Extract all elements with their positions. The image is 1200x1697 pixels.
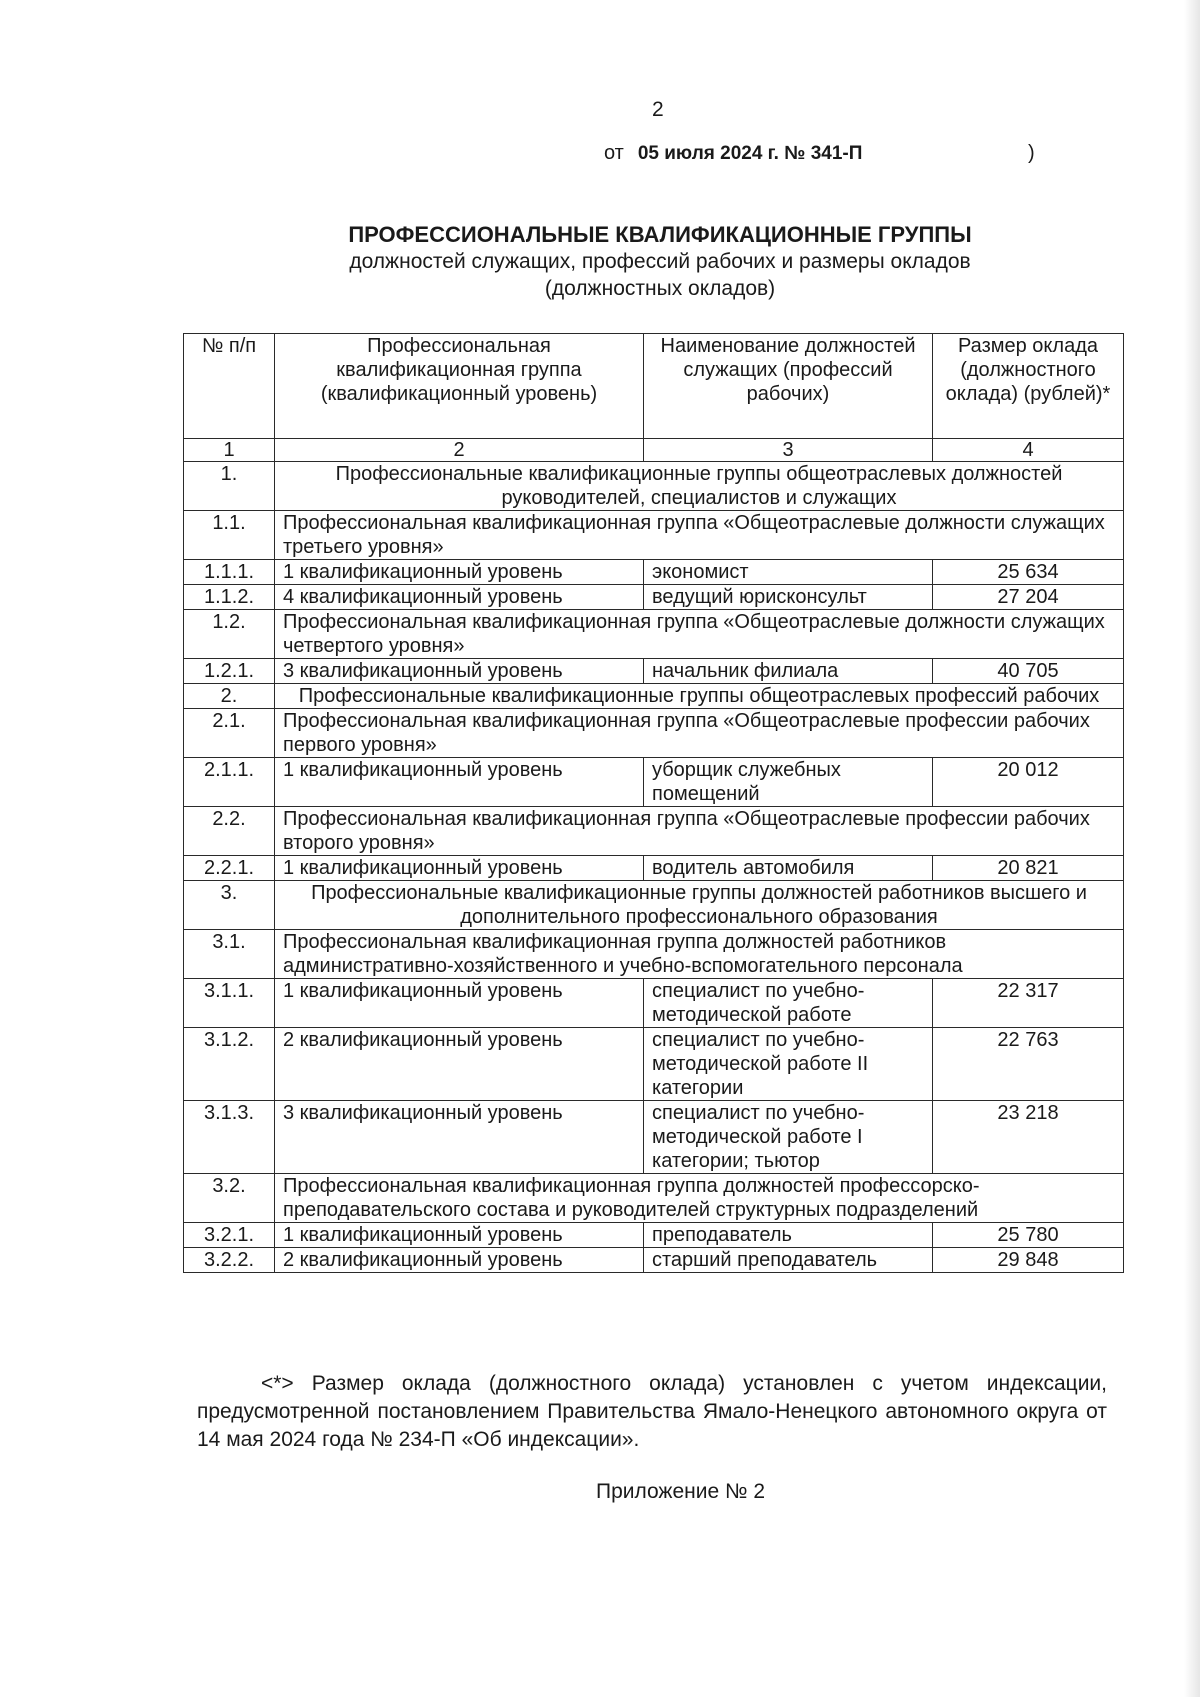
title-line-3: (должностных окладов) — [544, 277, 776, 300]
row-number: 3.2.2. — [184, 1248, 275, 1273]
section-title: Профессиональные квалификационные группы общеотраслевых профессий рабочих — [275, 684, 1124, 709]
group-title: Профессиональная квалификационная группа «Общеотраслевые профессии рабочих второго уровня» — [275, 807, 1124, 856]
qualification-level: 3 квалификационный уровень — [275, 659, 644, 684]
table-row — [184, 1223, 1124, 1248]
salary-value: 25 634 — [933, 560, 1124, 585]
qualification-level: 2 квалификационный уровень — [275, 1248, 644, 1273]
group-title: Профессиональная квалификационная группа должностей работников административно-хозяйственного и учебно-вспомогательного персонала — [275, 930, 1124, 979]
position-name: специалист по учебно-методической работе II категории — [644, 1028, 933, 1101]
position-name: уборщик служебных помещений — [644, 758, 933, 807]
section-row — [184, 881, 1124, 930]
qualification-level: 1 квалификационный уровень — [275, 758, 644, 807]
column-number: 3 — [644, 439, 933, 462]
title-main: ПРОФЕССИОНАЛЬНЫЕ КВАЛИФИКАЦИОННЫЕ ГРУППЫ — [348, 222, 972, 247]
group-row — [184, 709, 1124, 758]
salary-value: 25 780 — [933, 1223, 1124, 1248]
footnote — [197, 1370, 1107, 1454]
section-number: 2. — [184, 684, 275, 709]
group-title: Профессиональная квалификационная группа «Общеотраслевые профессии рабочих первого уровня» — [275, 709, 1124, 758]
row-number: 3.1.1. — [184, 979, 275, 1028]
header-number: № п/п — [184, 334, 275, 439]
row-number: 1.1.2. — [184, 585, 275, 610]
qualification-table — [183, 333, 1124, 1273]
position-name: специалист по учебно-методической работе I категории; тьютор — [644, 1101, 933, 1174]
position-name: водитель автомобиля — [644, 856, 933, 881]
title-line-2: должностей служащих, профессий рабочих и размеры окладов — [349, 250, 971, 273]
section-title: Профессиональные квалификационные группы должностей работников высшего и дополнительного профессионального образования — [275, 881, 1124, 930]
document-title — [180, 222, 1140, 302]
salary-value: 20 012 — [933, 758, 1124, 807]
header-group: Профессиональная квалификационная группа (квалификационный уровень) — [275, 334, 644, 439]
row-number: 2.2.1. — [184, 856, 275, 881]
row-number: 1.1.1. — [184, 560, 275, 585]
group-number: 2.1. — [184, 709, 275, 758]
group-number: 3.2. — [184, 1174, 275, 1223]
section-title: Профессиональные квалификационные группы общеотраслевых должностей руководителей, специалистов и служащих — [275, 462, 1124, 511]
position-name: начальник филиала — [644, 659, 933, 684]
page-edge-shadow — [1184, 0, 1200, 1697]
salary-value: 22 763 — [933, 1028, 1124, 1101]
group-number: 3.1. — [184, 930, 275, 979]
position-name: преподаватель — [644, 1223, 933, 1248]
reference-closing: ) — [1028, 142, 1035, 164]
table-header-row — [184, 334, 1124, 439]
table-row — [184, 758, 1124, 807]
table-row — [184, 1101, 1124, 1174]
group-title: Профессиональная квалификационная группа «Общеотраслевые должности служащих третьего уровня» — [275, 511, 1124, 560]
salary-value: 20 821 — [933, 856, 1124, 881]
column-number: 1 — [184, 439, 275, 462]
reference-number: 05 июля 2024 г. № 341-П — [637, 143, 863, 164]
table-row — [184, 1028, 1124, 1101]
salary-value: 22 317 — [933, 979, 1124, 1028]
qualification-level: 1 квалификационный уровень — [275, 979, 644, 1028]
row-number: 2.1.1. — [184, 758, 275, 807]
group-row — [184, 1174, 1124, 1223]
position-name: старший преподаватель — [644, 1248, 933, 1273]
document-reference — [604, 142, 1035, 165]
table-row — [184, 585, 1124, 610]
column-number: 2 — [275, 439, 644, 462]
qualification-level: 4 квалификационный уровень — [275, 585, 644, 610]
group-number: 2.2. — [184, 807, 275, 856]
section-number: 3. — [184, 881, 275, 930]
group-row — [184, 930, 1124, 979]
salary-value: 23 218 — [933, 1101, 1124, 1174]
column-number: 4 — [933, 439, 1124, 462]
header-salary: Размер оклада (должностного оклада) (рублей)* — [933, 334, 1124, 439]
table-row — [184, 856, 1124, 881]
group-number: 1.2. — [184, 610, 275, 659]
salary-value: 40 705 — [933, 659, 1124, 684]
table-body — [184, 462, 1124, 1273]
position-name: ведущий юрисконсульт — [644, 585, 933, 610]
group-title: Профессиональная квалификационная группа «Общеотраслевые должности служащих четвертого уровня» — [275, 610, 1124, 659]
footnote-text: <*> Размер оклада (должностного оклада) установлен с учетом индексации, предусмотренной постановлением Правительства Ямало-Ненецкого автономного округа от 14 мая 2024 года № 234-П «Об индексации». — [197, 1372, 1107, 1451]
qualification-level: 2 квалификационный уровень — [275, 1028, 644, 1101]
group-row — [184, 610, 1124, 659]
qualification-level: 1 квалификационный уровень — [275, 560, 644, 585]
table-row — [184, 659, 1124, 684]
position-name: специалист по учебно-методической работе — [644, 979, 933, 1028]
position-name: экономист — [644, 560, 933, 585]
page-number: 2 — [652, 98, 664, 121]
section-number: 1. — [184, 462, 275, 511]
qualification-level: 1 квалификационный уровень — [275, 856, 644, 881]
group-row — [184, 511, 1124, 560]
salary-value: 29 848 — [933, 1248, 1124, 1273]
row-number: 3.1.2. — [184, 1028, 275, 1101]
table-row — [184, 560, 1124, 585]
salary-value: 27 204 — [933, 585, 1124, 610]
header-position: Наименование должностей служащих (профессий рабочих) — [644, 334, 933, 439]
group-title: Профессиональная квалификационная группа должностей профессорско-преподавательского состава и руководителей структурных подразделений — [275, 1174, 1124, 1223]
qualification-level: 1 квалификационный уровень — [275, 1223, 644, 1248]
table-row — [184, 979, 1124, 1028]
row-number: 3.1.3. — [184, 1101, 275, 1174]
row-number: 1.2.1. — [184, 659, 275, 684]
group-number: 1.1. — [184, 511, 275, 560]
section-row — [184, 462, 1124, 511]
group-row — [184, 807, 1124, 856]
row-number: 3.2.1. — [184, 1223, 275, 1248]
qualification-level: 3 квалификационный уровень — [275, 1101, 644, 1174]
table-row — [184, 1248, 1124, 1273]
section-row — [184, 684, 1124, 709]
reference-prefix: от — [604, 142, 624, 164]
appendix-label: Приложение № 2 — [596, 1480, 766, 1503]
column-number-row — [184, 439, 1124, 462]
